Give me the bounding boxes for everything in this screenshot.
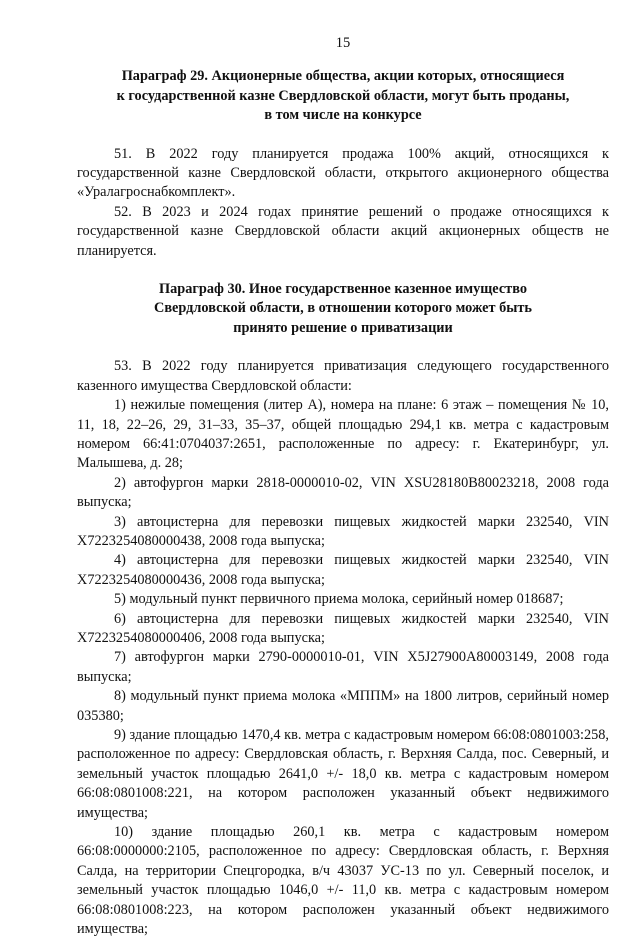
page-number: 15 <box>335 35 351 51</box>
section-29-heading <box>77 67 609 125</box>
document-page <box>77 34 609 939</box>
paragraph-51: 51. В 2022 году планируется продажа 100% акций, относящихся к государственной казне Свердловской области, открытого акционерного общества «Уралагроснабкомплект». <box>77 145 609 201</box>
list-item: 1) нежилые помещения (литер А), номера на плане: 6 этаж – помещения № 10, 11, 18, 22–26, 29, 31–33, 35–37, общей площадью 294,1 кв. метра с кадастровым номером 66:41:0704037:2651, расположенные по адресу: г. Екатеринбург, ул. Малышева, д. 28; <box>77 397 609 472</box>
paragraph-53-intro: 53. В 2022 году планируется приватизация следующего государственного казенного имущества Свердловской области: <box>77 358 609 394</box>
list-item: 3) автоцистерна для перевозки пищевых жидкостей марки 232540, VIN X7223254080000438, 2008 года выпуска; <box>77 513 609 549</box>
list-item: 9) здание площадью 1470,4 кв. метра с кадастровым номером 66:08:0801003:258, расположенное по адресу: Свердловская область, г. Верхняя Салда, пос. Северный, и земельный участок площадью 2641,0 +/- 18,0 кв. метра с кадастровым номером 66:08:0801008:221, на котором расположен указанный объект недвижимого имущества; <box>77 727 609 821</box>
section-30-heading-line: принято решение о приватизации <box>233 319 453 336</box>
list-item: 6) автоцистерна для перевозки пищевых жидкостей марки 232540, VIN X7223254080000406, 2008 года выпуска; <box>77 610 609 646</box>
section-29-heading-line: Параграф 29. Акционерные общества, акции которых, относящиеся <box>121 68 565 85</box>
section-spacer <box>77 261 609 280</box>
paragraph-52: 52. В 2023 и 2024 годах принятие решений о продаже относящихся к государственной казне Свердловской области акций акционерных обществ не планируется. <box>77 203 609 259</box>
section-29-heading-line: в том числе на конкурсе <box>264 107 422 124</box>
section-30-heading-line: Свердловской области, в отношении которого может быть <box>154 300 532 317</box>
section-29-heading-line: к государственной казне Свердловской области, могут быть проданы, <box>116 87 570 104</box>
section-30-heading <box>77 280 609 338</box>
list-item: 4) автоцистерна для перевозки пищевых жидкостей марки 232540, VIN X7223254080000436, 2008 года выпуска; <box>77 552 609 588</box>
list-item: 5) модульный пункт первичного приема молока, серийный номер 018687; <box>114 591 564 608</box>
list-item: 2) автофургон марки 2818-0000010-02, VIN XSU28180B80023218, 2008 года выпуска; <box>77 474 609 511</box>
list-item: 8) модульный пункт приема молока «МППМ» на 1800 литров, серийный номер 035380; <box>77 688 609 724</box>
list-item: 7) автофургон марки 2790-0000010-01, VIN X5J27900A80003149, 2008 года выпуска; <box>77 649 609 685</box>
section-30-heading-line: Параграф 30. Иное государственное казенное имущество <box>159 281 527 298</box>
list-item: 10) здание площадью 260,1 кв. метра с кадастровым номером 66:08:0000000:2105, расположенное по адресу: Свердловская область, г. Верхняя Салда, на территории Спецгородка, в/ч 43037 УС-13 по ул. Северный поселок, и земельный участок площадью 1046,0 +/- 11,0 кв. метра с кадастровым номером 66:08:0801008:223, на котором расположен указанный объект недвижимого имущества; <box>77 824 609 938</box>
